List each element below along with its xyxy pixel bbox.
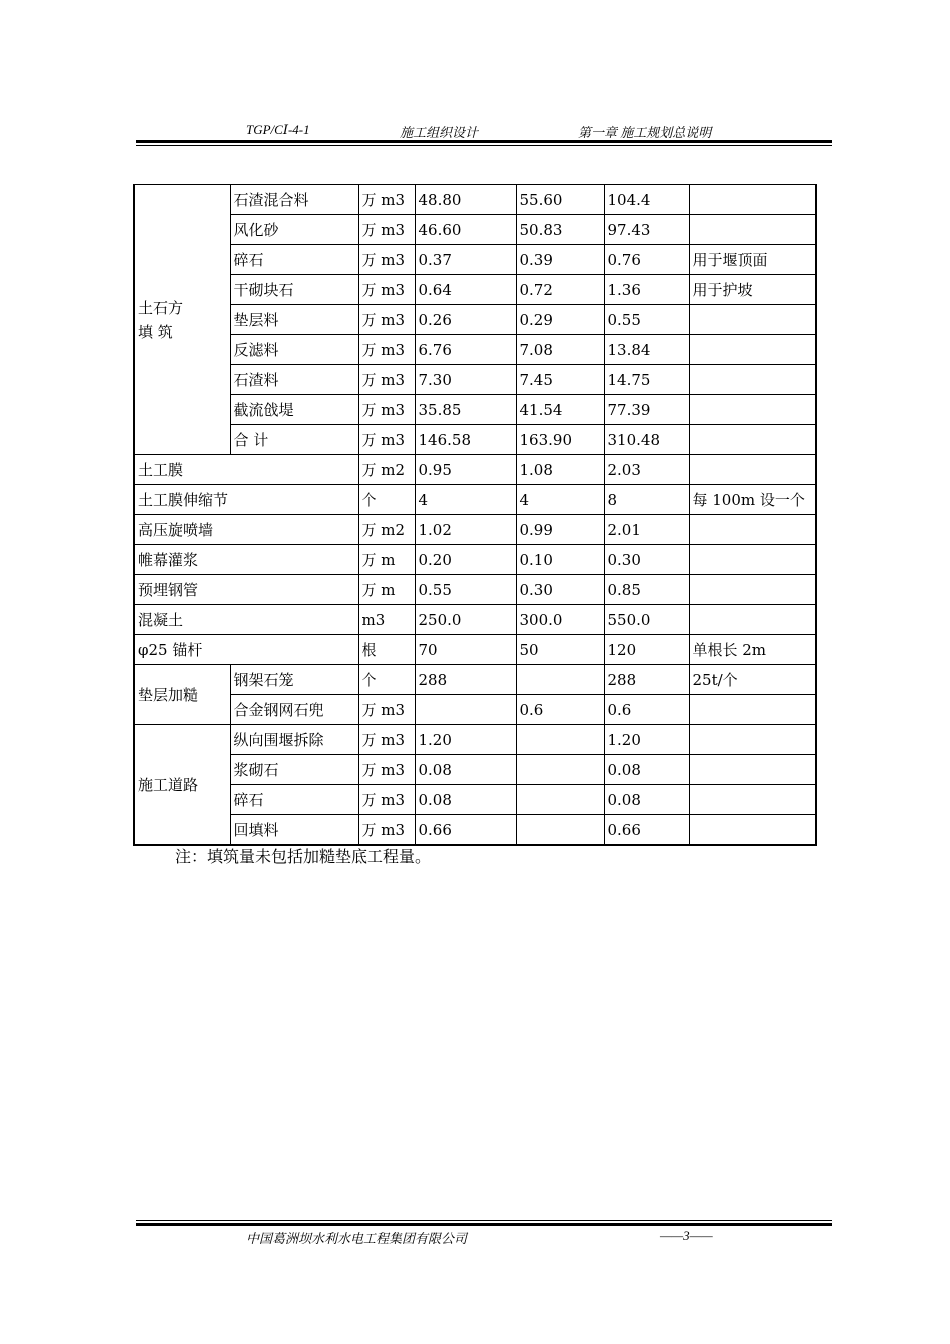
row-label-cell: 预埋钢管 <box>134 575 358 605</box>
table-row <box>134 635 816 665</box>
value-cell-1: 6.76 <box>415 335 516 365</box>
table-note: 注：填筑量未包括加糙垫底工程量。 <box>175 847 432 866</box>
total-cell: 0.08 <box>604 785 689 815</box>
value-cell-2: 0.6 <box>516 695 604 725</box>
group-label-line: 施工道路 <box>138 775 199 794</box>
table-row <box>134 665 816 695</box>
item-cell: 纵向围堰拆除 <box>230 725 358 755</box>
total-cell: 97.43 <box>604 215 689 245</box>
total-cell: 0.08 <box>604 755 689 785</box>
table-row <box>134 335 816 365</box>
remark-cell <box>689 365 816 395</box>
unit-cell: 万 m3 <box>358 245 415 275</box>
unit-cell: 万 m3 <box>358 725 415 755</box>
table-row <box>134 275 816 305</box>
value-cell-1: 0.26 <box>415 305 516 335</box>
value-cell-2: 41.54 <box>516 395 604 425</box>
value-cell-2: 163.90 <box>516 425 604 455</box>
total-cell: 13.84 <box>604 335 689 365</box>
value-cell-2: 0.99 <box>516 515 604 545</box>
total-cell: 104.4 <box>604 185 689 215</box>
unit-cell: 万 m3 <box>358 755 415 785</box>
unit-cell: 万 m3 <box>358 275 415 305</box>
quantity-table <box>133 184 817 846</box>
value-cell-1: 250.0 <box>415 605 516 635</box>
unit-cell: 万 m3 <box>358 395 415 425</box>
value-cell-1: 0.55 <box>415 575 516 605</box>
total-cell: 288 <box>604 665 689 695</box>
item-cell: 合金钢网石兜 <box>230 695 358 725</box>
remark-cell: 25t/个 <box>689 665 816 695</box>
item-cell: 碎石 <box>230 785 358 815</box>
table-row <box>134 185 816 215</box>
total-cell: 0.6 <box>604 695 689 725</box>
unit-cell: 万 m2 <box>358 515 415 545</box>
total-cell: 8 <box>604 485 689 515</box>
total-cell: 0.76 <box>604 245 689 275</box>
row-label-cell: 高压旋喷墙 <box>134 515 358 545</box>
remark-cell <box>689 335 816 365</box>
item-cell: 浆砌石 <box>230 755 358 785</box>
remark-cell <box>689 455 816 485</box>
footer-rule-thin <box>136 1220 832 1221</box>
value-cell-2: 0.29 <box>516 305 604 335</box>
total-cell: 120 <box>604 635 689 665</box>
unit-cell: 万 m <box>358 545 415 575</box>
value-cell-2: 7.08 <box>516 335 604 365</box>
value-cell-2: 50 <box>516 635 604 665</box>
unit-cell: 万 m2 <box>358 455 415 485</box>
page-header <box>136 120 832 140</box>
value-cell-2: 4 <box>516 485 604 515</box>
header-doc-code: TGP/CⅠ-4-1 <box>246 122 310 137</box>
footer-page-number: ——3—— <box>660 1228 713 1243</box>
value-cell-2: 0.10 <box>516 545 604 575</box>
value-cell-1: 0.08 <box>415 785 516 815</box>
item-cell: 合 计 <box>230 425 358 455</box>
unit-cell: 万 m3 <box>358 185 415 215</box>
value-cell-2: 0.72 <box>516 275 604 305</box>
value-cell-1: 48.80 <box>415 185 516 215</box>
unit-cell: 万 m3 <box>358 215 415 245</box>
remark-cell <box>689 575 816 605</box>
row-label-cell: 混凝土 <box>134 605 358 635</box>
remark-cell <box>689 695 816 725</box>
item-cell: 石渣混合料 <box>230 185 358 215</box>
table-row <box>134 395 816 425</box>
item-cell: 截流戗堤 <box>230 395 358 425</box>
table-row <box>134 485 816 515</box>
unit-cell: 根 <box>358 635 415 665</box>
value-cell-2 <box>516 725 604 755</box>
table-row <box>134 245 816 275</box>
value-cell-1: 7.30 <box>415 365 516 395</box>
table-row <box>134 365 816 395</box>
value-cell-2: 0.30 <box>516 575 604 605</box>
value-cell-2: 0.39 <box>516 245 604 275</box>
total-cell: 1.36 <box>604 275 689 305</box>
unit-cell: 万 m3 <box>358 335 415 365</box>
remark-cell <box>689 725 816 755</box>
group-label-cell <box>134 665 230 725</box>
header-doc-title: 施工组织设计 <box>400 125 479 140</box>
value-cell-1: 0.66 <box>415 815 516 846</box>
table-row <box>134 425 816 455</box>
unit-cell: 万 m <box>358 575 415 605</box>
item-cell: 风化砂 <box>230 215 358 245</box>
table-row <box>134 515 816 545</box>
value-cell-2: 300.0 <box>516 605 604 635</box>
group-label-line: 填 筑 <box>138 322 173 341</box>
total-cell: 550.0 <box>604 605 689 635</box>
value-cell-1: 0.37 <box>415 245 516 275</box>
table-row <box>134 455 816 485</box>
unit-cell: 万 m3 <box>358 815 415 846</box>
unit-cell: 万 m3 <box>358 305 415 335</box>
remark-cell: 单根长 2m <box>689 635 816 665</box>
value-cell-1: 288 <box>415 665 516 695</box>
unit-cell: 个 <box>358 665 415 695</box>
header-rule-thin <box>136 145 832 146</box>
header-chapter: 第一章 施工规划总说明 <box>578 125 712 140</box>
total-cell: 2.01 <box>604 515 689 545</box>
row-label-cell: φ25 锚杆 <box>134 635 358 665</box>
footer-company: 中国葛洲坝水利水电工程集团有限公司 <box>246 1231 468 1246</box>
value-cell-1: 146.58 <box>415 425 516 455</box>
value-cell-1: 46.60 <box>415 215 516 245</box>
row-label-cell: 土工膜伸缩节 <box>134 485 358 515</box>
total-cell: 310.48 <box>604 425 689 455</box>
page-footer <box>136 1226 832 1246</box>
group-label-cell <box>134 185 230 455</box>
total-cell: 0.85 <box>604 575 689 605</box>
table-row <box>134 575 816 605</box>
remark-cell <box>689 425 816 455</box>
unit-cell: 万 m3 <box>358 365 415 395</box>
table-row <box>134 725 816 755</box>
total-cell: 1.20 <box>604 725 689 755</box>
remark-cell <box>689 185 816 215</box>
value-cell-1: 70 <box>415 635 516 665</box>
unit-cell: m3 <box>358 605 415 635</box>
total-cell: 14.75 <box>604 365 689 395</box>
remark-cell <box>689 785 816 815</box>
item-cell: 钢架石笼 <box>230 665 358 695</box>
group-label-cell <box>134 725 230 846</box>
value-cell-2: 50.83 <box>516 215 604 245</box>
item-cell: 干砌块石 <box>230 275 358 305</box>
value-cell-2 <box>516 815 604 846</box>
row-label-cell: 帷幕灌浆 <box>134 545 358 575</box>
value-cell-1: 0.95 <box>415 455 516 485</box>
value-cell-1: 0.08 <box>415 755 516 785</box>
remark-cell <box>689 395 816 425</box>
group-label-line: 垫层加糙 <box>138 685 199 704</box>
total-cell: 0.55 <box>604 305 689 335</box>
total-cell: 77.39 <box>604 395 689 425</box>
value-cell-1: 1.02 <box>415 515 516 545</box>
remark-cell <box>689 755 816 785</box>
total-cell: 2.03 <box>604 455 689 485</box>
item-cell: 垫层料 <box>230 305 358 335</box>
value-cell-2 <box>516 755 604 785</box>
remark-cell <box>689 215 816 245</box>
table-row <box>134 755 816 785</box>
table-row <box>134 545 816 575</box>
header-rule-thick <box>136 140 832 143</box>
unit-cell: 万 m3 <box>358 425 415 455</box>
remark-cell <box>689 815 816 846</box>
remark-cell <box>689 545 816 575</box>
table-row <box>134 695 816 725</box>
remark-cell <box>689 515 816 545</box>
table-row <box>134 785 816 815</box>
value-cell-2 <box>516 785 604 815</box>
value-cell-2 <box>516 665 604 695</box>
item-cell: 石渣料 <box>230 365 358 395</box>
table-row <box>134 815 816 846</box>
total-cell: 0.66 <box>604 815 689 846</box>
table-row <box>134 215 816 245</box>
item-cell: 反滤料 <box>230 335 358 365</box>
unit-cell: 万 m3 <box>358 785 415 815</box>
value-cell-2: 7.45 <box>516 365 604 395</box>
item-cell: 碎石 <box>230 245 358 275</box>
row-label-cell: 土工膜 <box>134 455 358 485</box>
unit-cell: 万 m3 <box>358 695 415 725</box>
remark-cell <box>689 605 816 635</box>
remark-cell: 每 100m 设一个 <box>689 485 816 515</box>
item-cell: 回填料 <box>230 815 358 846</box>
value-cell-1 <box>415 695 516 725</box>
value-cell-1: 0.64 <box>415 275 516 305</box>
remark-cell: 用于堰顶面 <box>689 245 816 275</box>
table-row <box>134 305 816 335</box>
value-cell-1: 1.20 <box>415 725 516 755</box>
value-cell-2: 55.60 <box>516 185 604 215</box>
remark-cell <box>689 305 816 335</box>
value-cell-1: 0.20 <box>415 545 516 575</box>
table-row <box>134 605 816 635</box>
unit-cell: 个 <box>358 485 415 515</box>
total-cell: 0.30 <box>604 545 689 575</box>
group-label-line: 土石方 <box>138 298 184 317</box>
value-cell-2: 1.08 <box>516 455 604 485</box>
value-cell-1: 35.85 <box>415 395 516 425</box>
remark-cell: 用于护坡 <box>689 275 816 305</box>
value-cell-1: 4 <box>415 485 516 515</box>
